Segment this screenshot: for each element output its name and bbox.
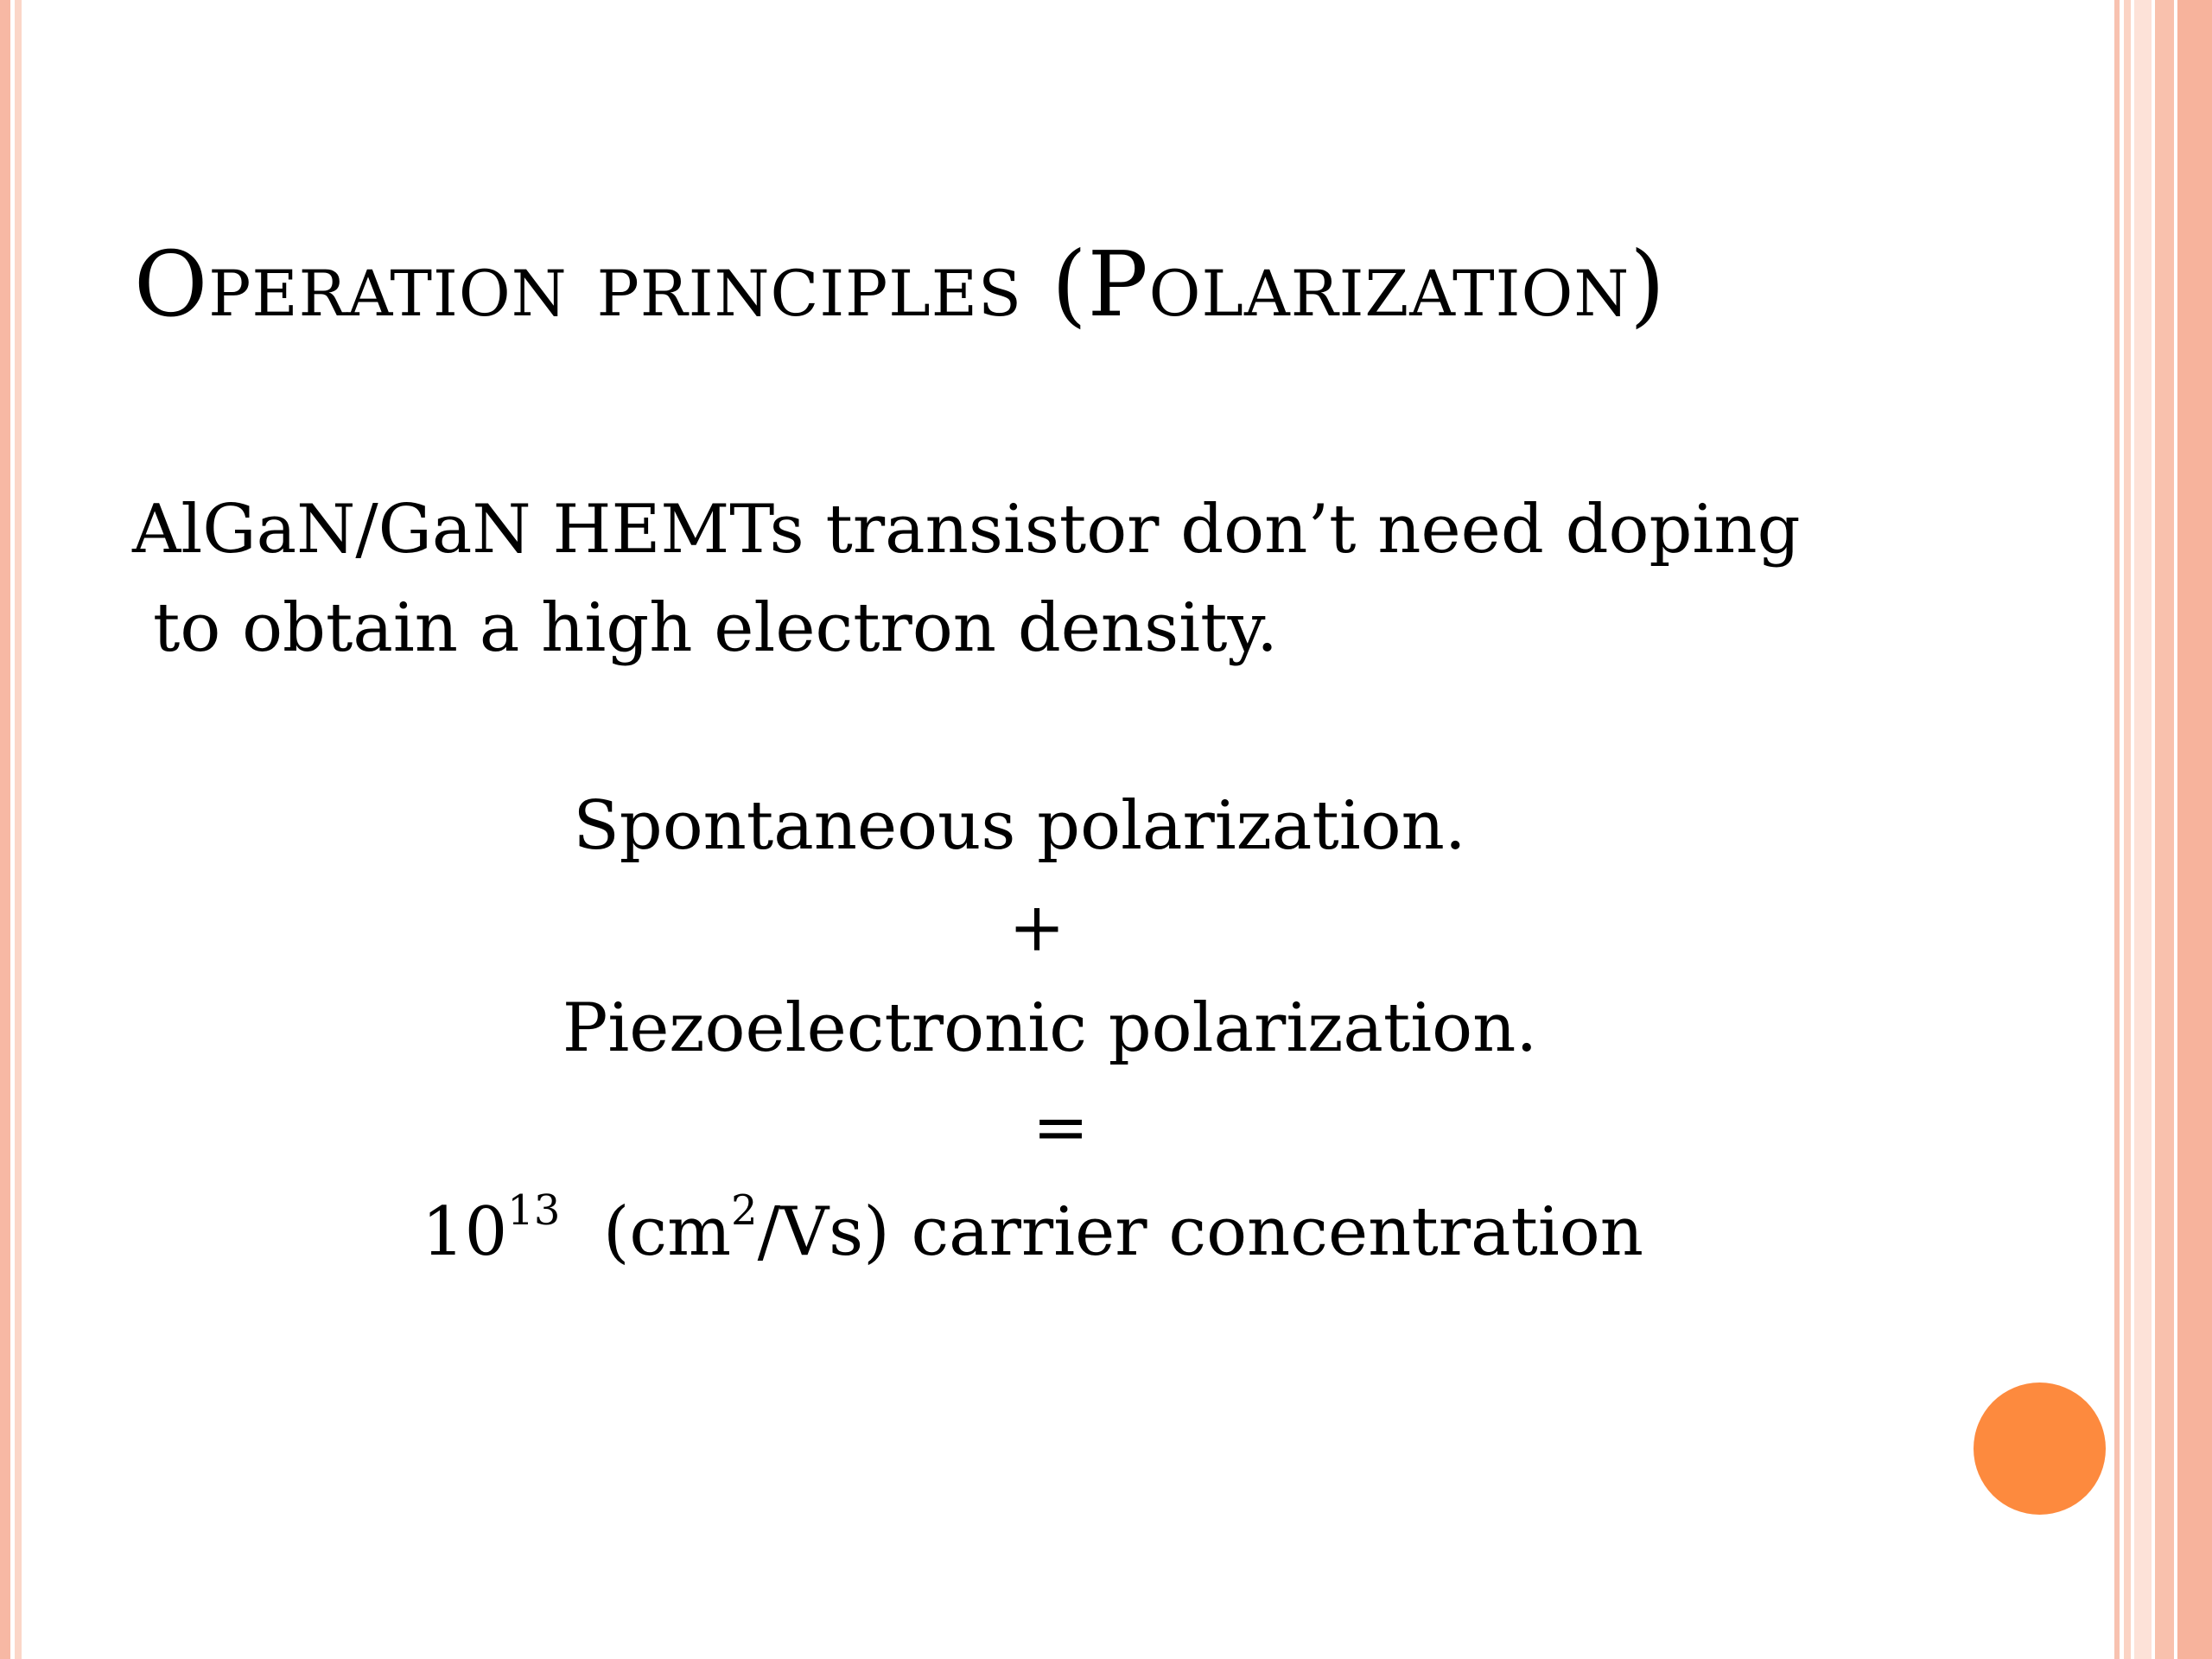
result-exponent: 13	[507, 1186, 561, 1235]
body-line-2: to obtain a high electron density.	[153, 589, 1278, 667]
result-unit-exponent: 2	[731, 1186, 758, 1235]
body-paragraph	[132, 480, 2033, 677]
equation-term-piezoelectronic: Piezoelectronic polarization.	[562, 989, 1538, 1067]
equation-result	[0, 1186, 2065, 1275]
right-border-stripe-a	[2124, 0, 2131, 1659]
result-unit-suffix: /Vs) carrier concentration	[757, 1193, 1643, 1271]
right-border-stripe-c	[2155, 0, 2174, 1659]
right-border-stripe-b	[2134, 0, 2152, 1659]
slide-title: Operation principles (Polarization)	[134, 232, 1666, 337]
result-base: 10	[422, 1193, 508, 1271]
equation-plus-sign: +	[1008, 889, 1065, 967]
equation-equals-sign: =	[1032, 1089, 1090, 1166]
result-unit-prefix: (cm	[602, 1193, 732, 1271]
equation-term-spontaneous: Spontaneous polarization.	[573, 787, 1466, 865]
right-border-stripe-d	[2177, 0, 2212, 1659]
decorative-circle	[1974, 1382, 2106, 1515]
right-border-stripe-thin	[2114, 0, 2120, 1659]
body-line-1: AlGaN/GaN HEMTs transistor don’t need doping	[132, 491, 1801, 569]
